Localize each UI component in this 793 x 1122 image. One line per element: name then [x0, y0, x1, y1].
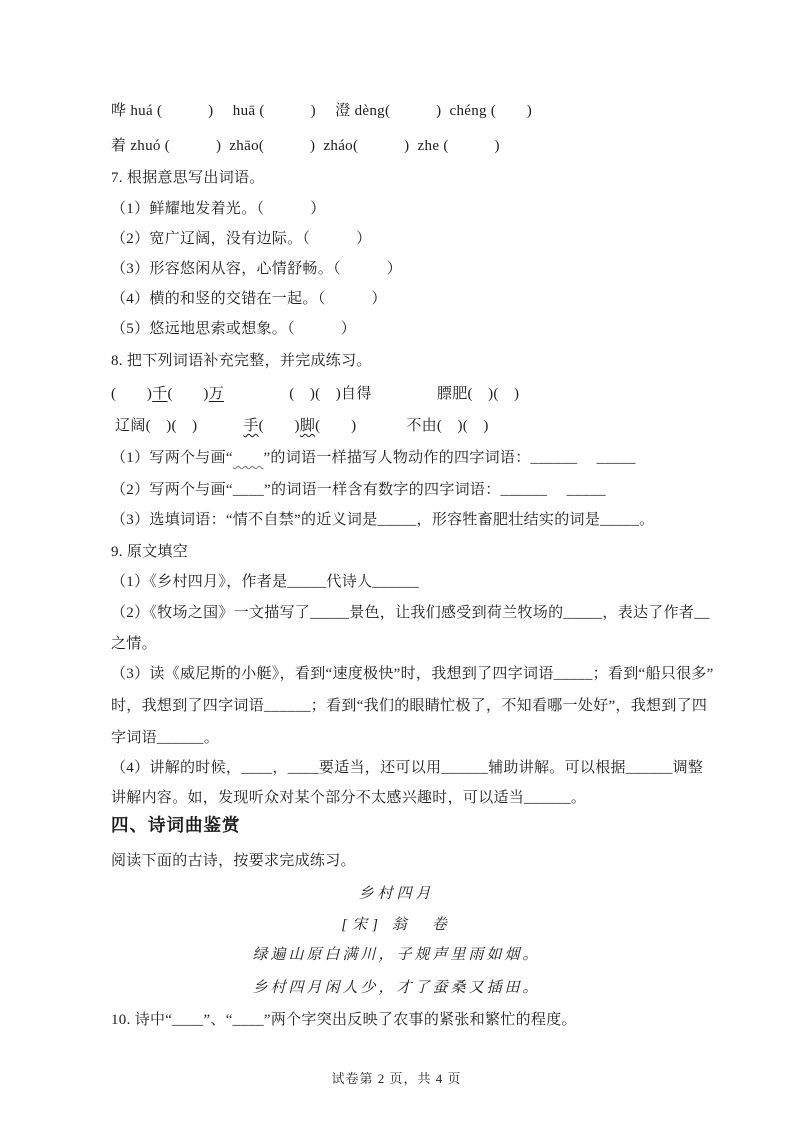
section-heading-poetry: 四、诗词曲鉴赏	[111, 815, 241, 835]
q7-item-5: （5）悠远地思索或想象。（ ）	[111, 321, 357, 337]
wavy-underlined-char-shou: 手	[243, 418, 259, 434]
blank-parens: ( )	[258, 418, 300, 434]
wavy-underlined-char-jiao: 脚	[299, 418, 316, 434]
poem-intro: 阅读下面的古诗，按要求完成练习。	[111, 853, 356, 869]
q9-line-3: 之情。	[111, 636, 157, 652]
q7-title: 7. 根据意思写出词语。	[111, 170, 265, 186]
wavy-blank	[233, 450, 264, 466]
q9-line-2: （2）《牧场之国》一文描写了_____景色，让我们感受到荷兰牧场的_____，表达了作者__	[111, 605, 710, 621]
pinyin-row-zhe: 着 zhuó ( ) zhāo( ) zháo( ) zhe ( )	[111, 138, 500, 154]
q7-item-3: （3）形容悠闲从容，心情舒畅。（ ）	[111, 261, 403, 277]
q8-item-3: （3）选填词语：“情不自禁”的近义词是_____，形容牲畜肥壮结实的词是_____。	[111, 512, 655, 528]
q8-item-1-pre: （1）写两个与画“	[111, 450, 233, 466]
q10-text: 10. 诗中“____”、“____”两个字突出反映了农事的紧张和繁忙的程度。	[111, 1012, 577, 1028]
page-footer: 试卷第 2 页，共 4 页	[331, 1071, 462, 1086]
fill-words: ( ) 不由( )( )	[315, 418, 489, 434]
q9-line-1: （1）《乡村四月》，作者是_____代诗人______	[111, 574, 420, 590]
q9-line-4: （3）读《威尼斯的小艇》，看到“速度极快”时，我想到了四字词语_____；看到“船只很多”	[111, 666, 714, 682]
q8-item-2: （2）写两个与画“____”的词语一样含有数字的四字词语：______ _____	[111, 482, 606, 498]
fill-words: ( )( )自得 膘肥( )( )	[224, 386, 520, 402]
poem-line-1: 绿遍山原白满川，子规声里雨如烟。	[252, 947, 541, 963]
q7-item-1: （1）鲜耀地发着光。（ ）	[111, 201, 326, 217]
q8-fill-row-1	[111, 383, 519, 405]
q9-title: 9. 原文填空	[111, 544, 189, 560]
q9-line-7: （4）讲解的时候，____，____要适当，还可以用______辅助讲解。可以根据______调整	[111, 760, 704, 776]
q9-line-5: 时，我想到了四字词语______；看到“我们的眼睛忙极了，不知看哪一处好”，我想到了四	[111, 698, 708, 714]
q9-line-8: 讲解内容。如，发现听众对某个部分不太感兴趣时，可以适当______。	[111, 790, 587, 806]
q8-fill-row-2	[111, 415, 489, 437]
q7-item-2: （2）宽广辽阔，没有边际。（ ）	[111, 231, 372, 247]
q8-item-1	[111, 447, 636, 469]
poem-line-2: 乡村四月闲人少，才了蚕桑又插田。	[252, 980, 541, 996]
fill-words: 辽阔( )( )	[111, 418, 244, 434]
poem-title: 乡村四月	[358, 886, 435, 902]
q7-item-4: （4）横的和竖的交错在一起。（ ）	[111, 291, 387, 307]
poem-author: [宋] 翁 卷	[341, 917, 452, 933]
underlined-char-wan: 万	[208, 386, 225, 402]
q8-title: 8. 把下列词语补充完整，并完成练习。	[111, 353, 372, 369]
underlined-char-qian: 千	[152, 386, 168, 402]
blank-parens: ( )	[111, 386, 153, 402]
q8-item-1-post: ”的词语一样描写人物动作的四字词语：______ _____	[263, 450, 636, 466]
q9-line-6: 字词语______。	[111, 730, 220, 746]
blank-parens: ( )	[167, 386, 209, 402]
pinyin-row-hua: 哗 huá ( ) huā ( ) 澄 dèng( ) chéng ( )	[111, 103, 533, 119]
